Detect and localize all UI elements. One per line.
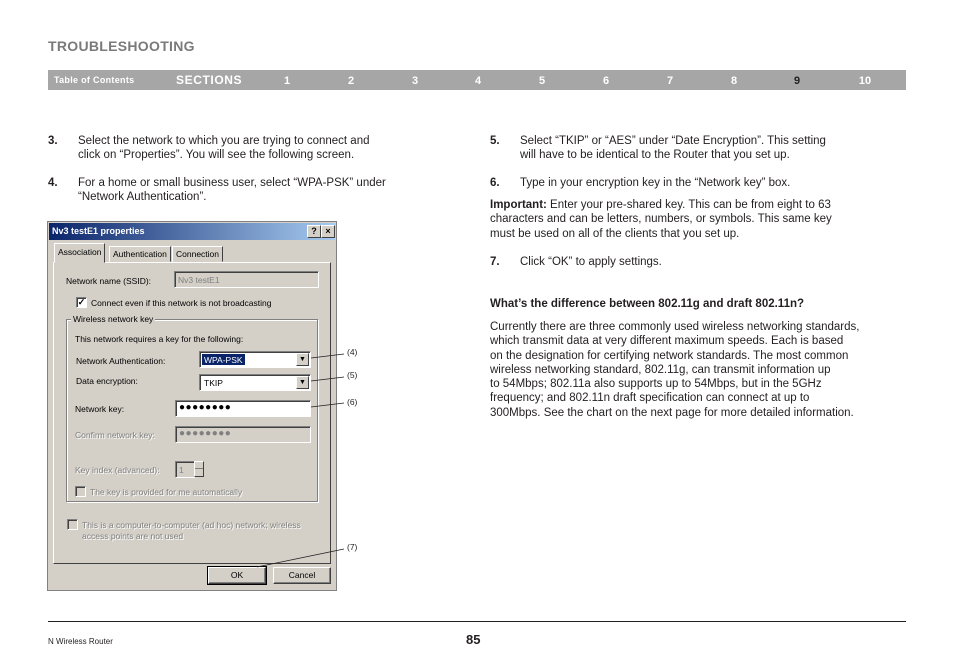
step-5-number: 5.	[490, 135, 500, 147]
callout-line-7	[257, 549, 344, 567]
key-index-input: 1	[175, 461, 195, 478]
cancel-button[interactable]: Cancel	[273, 567, 331, 584]
step-4-line-1: For a home or small business user, select “WPA-PSK” under	[78, 177, 386, 189]
network-auth-label: Network Authentication:	[76, 356, 166, 366]
faq-question: What’s the difference between 802.11g and draft 802.11n?	[490, 298, 805, 310]
page-title: TROUBLESHOOTING	[48, 38, 195, 54]
footer-divider	[48, 621, 906, 622]
important-line-3: must be used on all of the clients that you set up.	[490, 227, 740, 240]
footer-product-name: N Wireless Router	[48, 637, 113, 646]
important-note	[490, 198, 910, 241]
step-5-line-1: Select “TKIP” or “AES” under “Date Encryption”. This setting	[520, 135, 826, 147]
section-link-9-active[interactable]: 9	[793, 75, 801, 87]
important-label: Important:	[490, 199, 547, 211]
faq-answer-line: on the designation for certifying network standards. The most common	[490, 349, 849, 362]
section-link-8[interactable]: 8	[730, 75, 738, 87]
tab-authentication[interactable]: Authentication	[109, 246, 171, 262]
section-link-5[interactable]: 5	[538, 75, 546, 87]
step-4-line-2: “Network Authentication”.	[78, 191, 207, 204]
faq-answer-line: Currently there are three commonly used wireless networking standards,	[490, 321, 860, 333]
ssid-value: Nv3 testE1	[178, 275, 220, 285]
step-4-number: 4.	[48, 177, 58, 189]
page-number: 85	[466, 632, 481, 647]
dialog-title: Nv3 testE1 properties	[52, 226, 145, 236]
key-index-label: Key index (advanced):	[75, 465, 160, 475]
callout-6: (6)	[347, 397, 358, 407]
step-7-number: 7.	[490, 256, 500, 268]
network-key-input[interactable]: ●●●●●●●●	[175, 400, 311, 417]
callout-line-4	[311, 354, 344, 358]
step-3-line-2: click on “Properties”. You will see the following screen.	[78, 149, 355, 162]
tab-association[interactable]: Association	[54, 243, 105, 263]
section-link-10[interactable]: 10	[858, 75, 872, 87]
chevron-down-icon[interactable]: ▼	[296, 376, 309, 389]
step-6-text: Type in your encryption key in the “Network key” box.	[520, 177, 791, 189]
step-3-line-1: Select the network to which you are trying to connect and	[78, 135, 370, 147]
connect-hidden-label: Connect even if this network is not broadcasting	[91, 298, 272, 308]
faq-answer-line: to 54Mbps; 802.11a also supports up to 54Mbps, but in the 5GHz	[490, 378, 822, 391]
wireless-key-group-label: Wireless network key	[73, 314, 154, 324]
help-button[interactable]: ?	[307, 225, 321, 238]
tab-connection[interactable]: Connection	[172, 246, 223, 262]
data-encryption-label: Data encryption:	[76, 376, 138, 386]
callout-7: (7)	[347, 542, 358, 552]
confirm-key-label: Confirm network key:	[75, 430, 155, 440]
callout-line-5	[311, 377, 344, 381]
confirm-key-input: ●●●●●●●●	[175, 426, 311, 443]
section-link-6[interactable]: 6	[602, 75, 610, 87]
important-line-2: characters and can be letters, numbers, or symbols. This same key	[490, 213, 832, 226]
data-encryption-value: TKIP	[204, 378, 223, 388]
faq-answer-line: 300Mbps. See the chart on the next page for more detailed information.	[490, 406, 854, 419]
adhoc-label-line-2: access points are not used	[82, 531, 184, 541]
table-of-contents-link[interactable]: Table of Contents	[54, 75, 135, 85]
section-link-7[interactable]: 7	[666, 75, 674, 87]
network-key-label: Network key:	[75, 404, 125, 414]
faq-answer-line: which transmit data at very different maximum speeds. Each is based	[490, 335, 844, 348]
adhoc-label-line-1: This is a computer-to-computer (ad hoc) network; wireless	[82, 520, 301, 530]
important-line-1: Enter your pre-shared key. This can be from eight to 63	[546, 199, 831, 211]
step-3-number: 3.	[48, 135, 58, 147]
callout-4: (4)	[347, 347, 358, 357]
close-button[interactable]: ×	[321, 225, 335, 238]
step-7-text: Click “OK” to apply settings.	[520, 256, 662, 268]
faq-answer	[490, 320, 910, 420]
ssid-label: Network name (SSID):	[66, 276, 152, 286]
step-5-line-2: will have to be identical to the Router that you set up.	[520, 149, 790, 162]
callout-line-6	[311, 403, 344, 407]
section-link-1[interactable]: 1	[283, 75, 291, 87]
faq-answer-line: wireless networking standard, 802.11g, can transmit information up	[490, 363, 831, 376]
callout-5: (5)	[347, 370, 358, 380]
network-auth-value: WPA-PSK	[204, 355, 243, 365]
ok-button[interactable]: OK	[208, 567, 266, 584]
section-link-4[interactable]: 4	[474, 75, 482, 87]
connect-hidden-checkbox[interactable]: ✓	[77, 297, 86, 307]
section-link-2[interactable]: 2	[347, 75, 355, 87]
section-link-3[interactable]: 3	[411, 75, 419, 87]
group-description: This network requires a key for the following:	[75, 334, 244, 344]
faq-answer-line: frequency; and 802.11n draft specification can connect at up to	[490, 392, 810, 405]
step-6-number: 6.	[490, 177, 500, 189]
auto-key-label: The key is provided for me automatically	[90, 487, 243, 497]
chevron-down-icon[interactable]: ▼	[296, 353, 309, 366]
step-5-text	[520, 134, 826, 163]
sections-label: SECTIONS	[176, 73, 243, 87]
